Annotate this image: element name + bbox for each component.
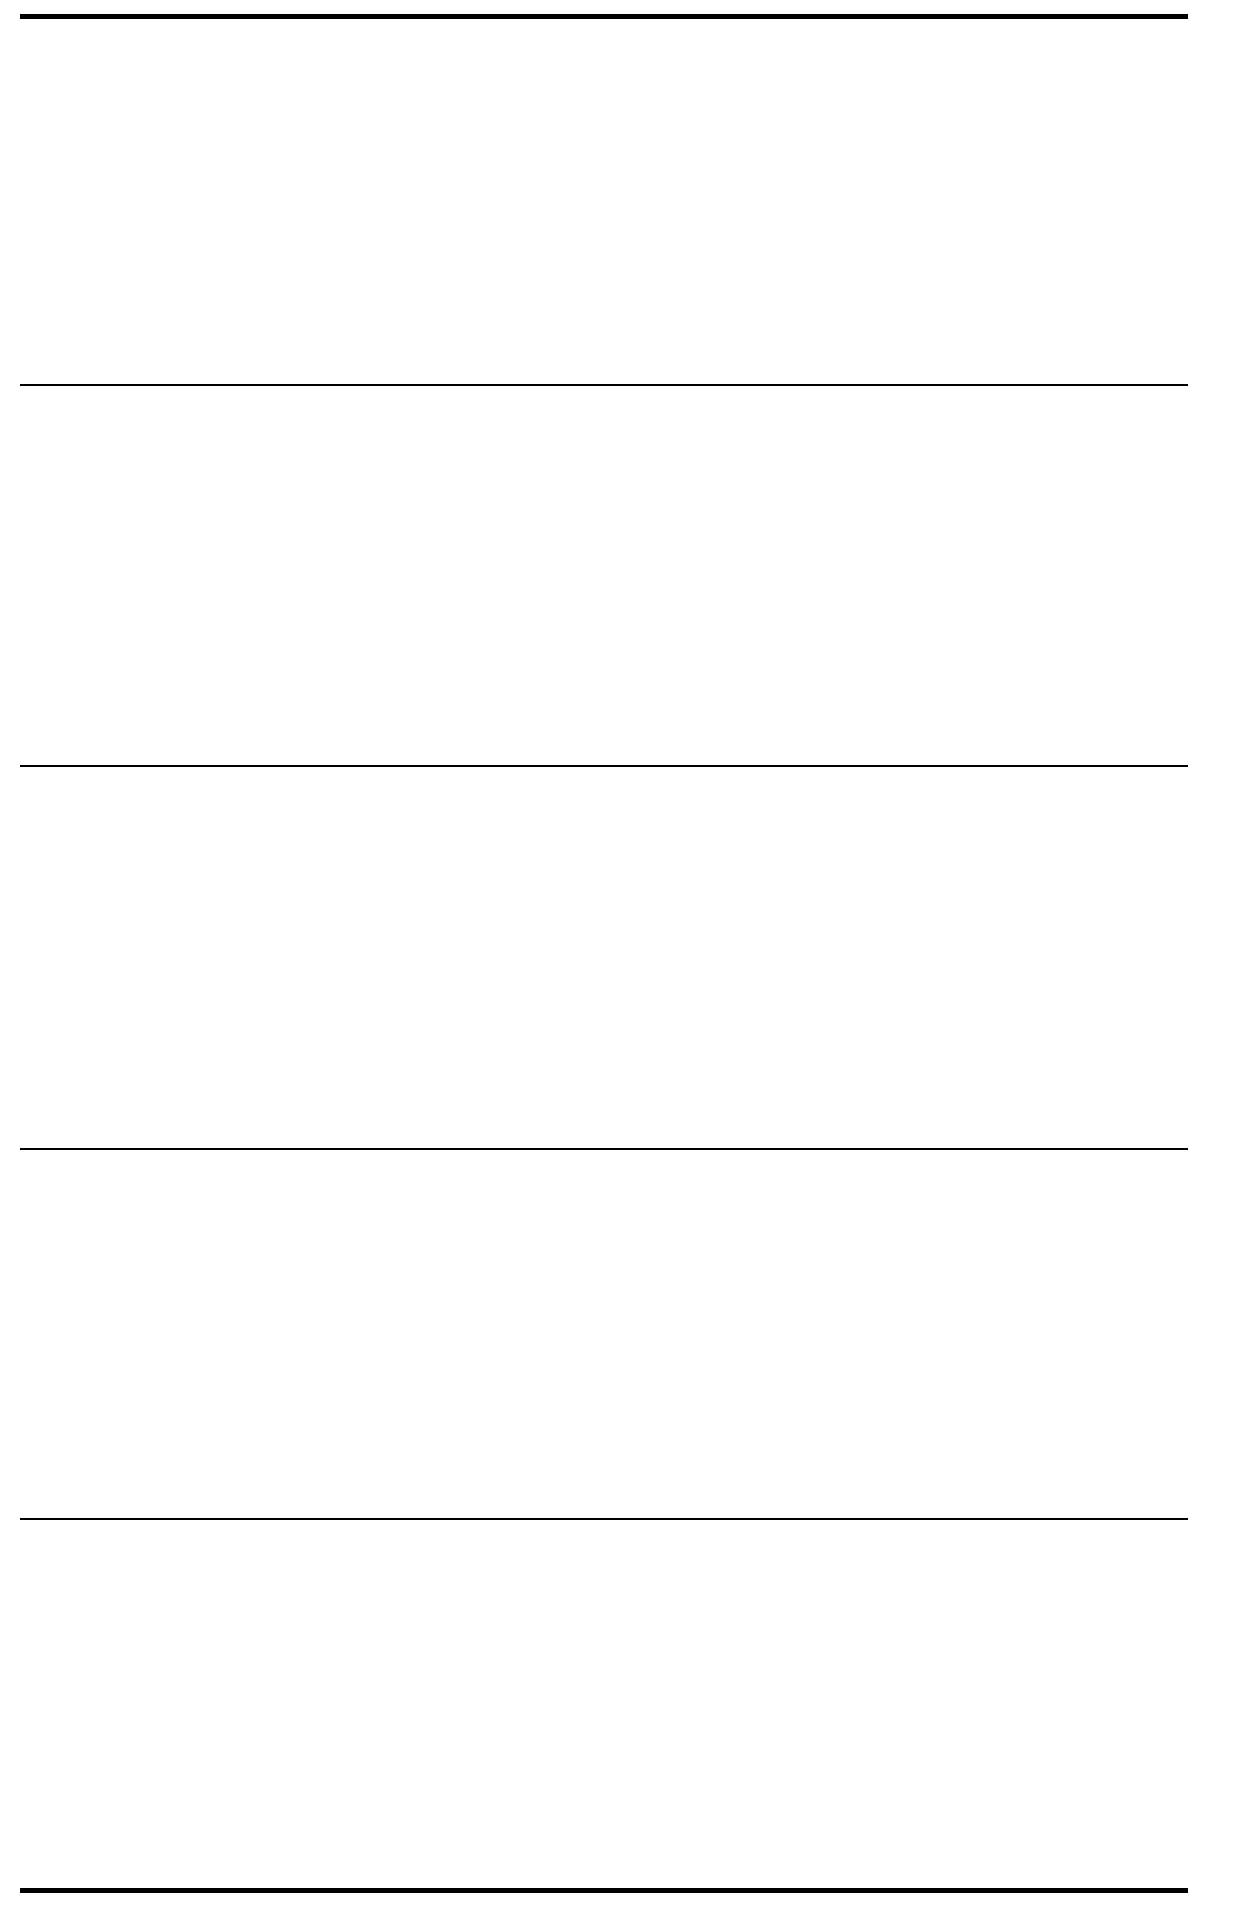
divider-current bbox=[20, 1148, 1188, 1150]
divider-draft bbox=[20, 765, 1188, 767]
divider-proposed bbox=[20, 1518, 1188, 1520]
top-rule bbox=[20, 14, 1188, 19]
proposed-text-column bbox=[20, 1528, 1188, 1888]
divider-explanation bbox=[20, 384, 1188, 386]
bottom-rule bbox=[20, 1888, 1188, 1893]
